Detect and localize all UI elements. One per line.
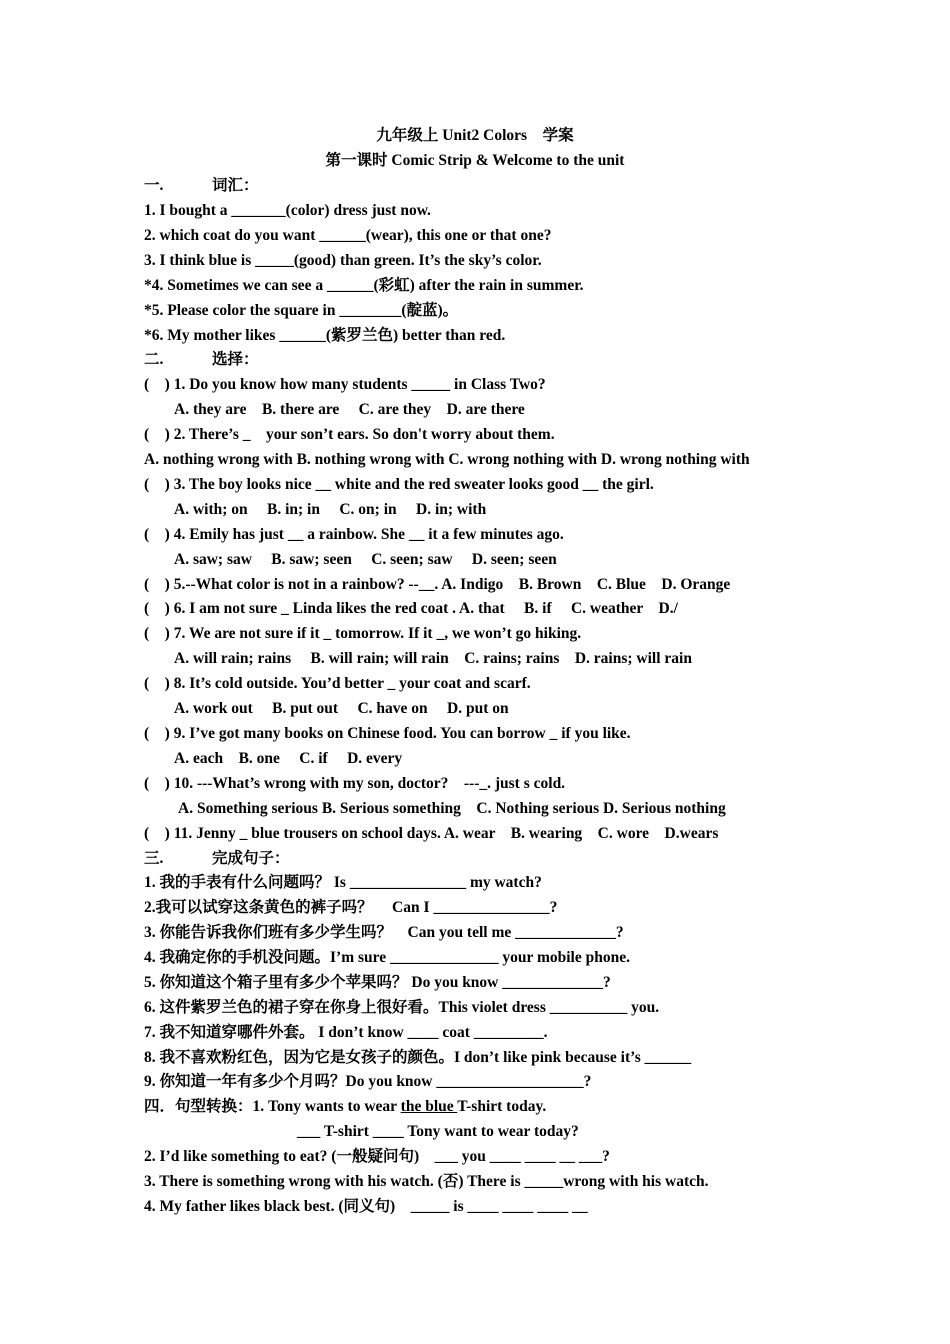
vocab-item: 2. which coat do you want ______(wear), this one or that one? bbox=[144, 227, 552, 244]
choice-options: A. work out B. put out C. have on D. put on bbox=[174, 700, 509, 717]
transform-q1-answer: ___ T-shirt ____ Tony want to wear today? bbox=[297, 1123, 579, 1140]
choice-options: A. they are B. there are C. are they D. are there bbox=[174, 401, 525, 418]
choice-question: ( ) 9. I’ve got many books on Chinese food. You can borrow _ if you like. bbox=[144, 725, 631, 742]
sentence-item: 3. 你能告诉我你们班有多少学生吗？ Can you tell me _____________? bbox=[144, 924, 624, 941]
choice-question: ( ) 2. There’s _ your son’t ears. So don't worry about them. bbox=[144, 426, 555, 443]
transform-item: 4. My father likes black best. (同义句) _____ is ____ ____ ____ __ bbox=[144, 1198, 588, 1215]
section-1-heading bbox=[144, 173, 259, 198]
vocab-item: *4. Sometimes we can see a ______(彩虹) after the rain in summer. bbox=[144, 277, 584, 294]
choice-question: ( ) 6. I am not sure _ Linda likes the red coat . A. that B. if C. weather D./ bbox=[144, 600, 678, 617]
choice-options: A. will rain; rains B. will rain; will rain C. rains; rains D. rains; will rain bbox=[174, 650, 692, 667]
choice-options: A. each B. one C. if D. every bbox=[174, 750, 403, 767]
document-subtitle: 第一课时 Comic Strip & Welcome to the unit bbox=[325, 152, 625, 169]
choice-options: A. Something serious B. Serious something C. Nothing serious D. Serious nothing bbox=[178, 800, 726, 817]
section-4-label: 四．句型转换： bbox=[144, 1098, 253, 1115]
choice-question: ( ) 10. ---What’s wrong with my son, doctor? ---_. just s cold. bbox=[144, 775, 566, 792]
section-2-title: 选择： bbox=[212, 351, 259, 368]
choice-question: ( ) 11. Jenny _ blue trousers on school days. A. wear B. wearing C. wore D.wears bbox=[144, 825, 719, 842]
section-2-heading bbox=[144, 347, 259, 372]
sentence-item: 9. 你知道一年有多少个月吗？Do you know ___________________? bbox=[144, 1073, 592, 1090]
section-3-heading bbox=[144, 846, 290, 871]
vocab-item: *6. My mother likes ______(紫罗兰色) better than red. bbox=[144, 327, 506, 344]
sentence-item: 7. 我不知道穿哪件外套。 I don’t know ____ coat _________. bbox=[144, 1024, 548, 1041]
sentence-item: 6. 这件紫罗兰色的裙子穿在你身上很好看。This violet dress __________ you. bbox=[144, 999, 660, 1016]
section-1-title: 词汇： bbox=[212, 177, 259, 194]
vocab-item: 3. I think blue is _____(good) than green. It’s the sky’s color. bbox=[144, 252, 542, 269]
transform-item: 3. There is something wrong with his watch. (否) There is _____wrong with his watch. bbox=[144, 1173, 709, 1190]
choice-question: ( ) 8. It’s cold outside. You’d better _ your coat and scarf. bbox=[144, 675, 531, 692]
choice-question: ( ) 5.--What color is not in a rainbow? --__. A. Indigo B. Brown C. Blue D. Orange bbox=[144, 576, 731, 593]
sentence-item: 5. 你知道这个箱子里有多少个苹果吗？ Do you know _____________? bbox=[144, 974, 611, 991]
choice-options: A. with; on B. in; in C. on; in D. in; with bbox=[174, 501, 487, 518]
choice-question: ( ) 7. We are not sure if it _ tomorrow. If it _, we won’t go hiking. bbox=[144, 625, 582, 642]
choice-question: ( ) 1. Do you know how many students _____ in Class Two? bbox=[144, 376, 546, 393]
sentence-item: 8. 我不喜欢粉红色，因为它是女孩子的颜色。I don’t like pink because it’s ______ bbox=[144, 1049, 692, 1066]
transform-q1-after: T-shirt today. bbox=[457, 1098, 547, 1115]
sentence-item: 4. 我确定你的手机没问题。I’m sure ______________ your mobile phone. bbox=[144, 949, 630, 966]
transform-q1-underlined: the blue bbox=[400, 1098, 458, 1115]
choice-options: A. saw; saw B. saw; seen C. seen; saw D. seen; seen bbox=[174, 551, 557, 568]
vocab-item: *5. Please color the square in ________(靛蓝)。 bbox=[144, 302, 459, 319]
document-title: 九年级上 Unit2 Colors 学案 bbox=[376, 127, 574, 144]
section-3-number: 三. bbox=[144, 850, 164, 867]
choice-options: A. nothing wrong with B. nothing wrong with C. wrong nothing with D. wrong nothing with bbox=[144, 451, 750, 468]
choice-question: ( ) 4. Emily has just __ a rainbow. She __ it a few minutes ago. bbox=[144, 526, 564, 543]
choice-question: ( ) 3. The boy looks nice __ white and the red sweater looks good __ the girl. bbox=[144, 476, 654, 493]
section-1-number: 一. bbox=[144, 177, 164, 194]
vocab-item: 1. I bought a _______(color) dress just now. bbox=[144, 202, 431, 219]
section-4-heading bbox=[144, 1094, 546, 1119]
sentence-item: 2.我可以试穿这条黄色的裤子吗？ Can I _______________? bbox=[144, 899, 558, 916]
section-3-title: 完成句子： bbox=[212, 850, 290, 867]
sentence-item: 1. 我的手表有什么问题吗？ Is _______________ my watch? bbox=[144, 874, 542, 891]
transform-item: 2. I’d like something to eat? (一般疑问句) ___ you ____ ____ __ ___? bbox=[144, 1148, 610, 1165]
section-2-number: 二. bbox=[144, 351, 164, 368]
transform-q1-before: 1. Tony wants to wear bbox=[252, 1098, 401, 1115]
